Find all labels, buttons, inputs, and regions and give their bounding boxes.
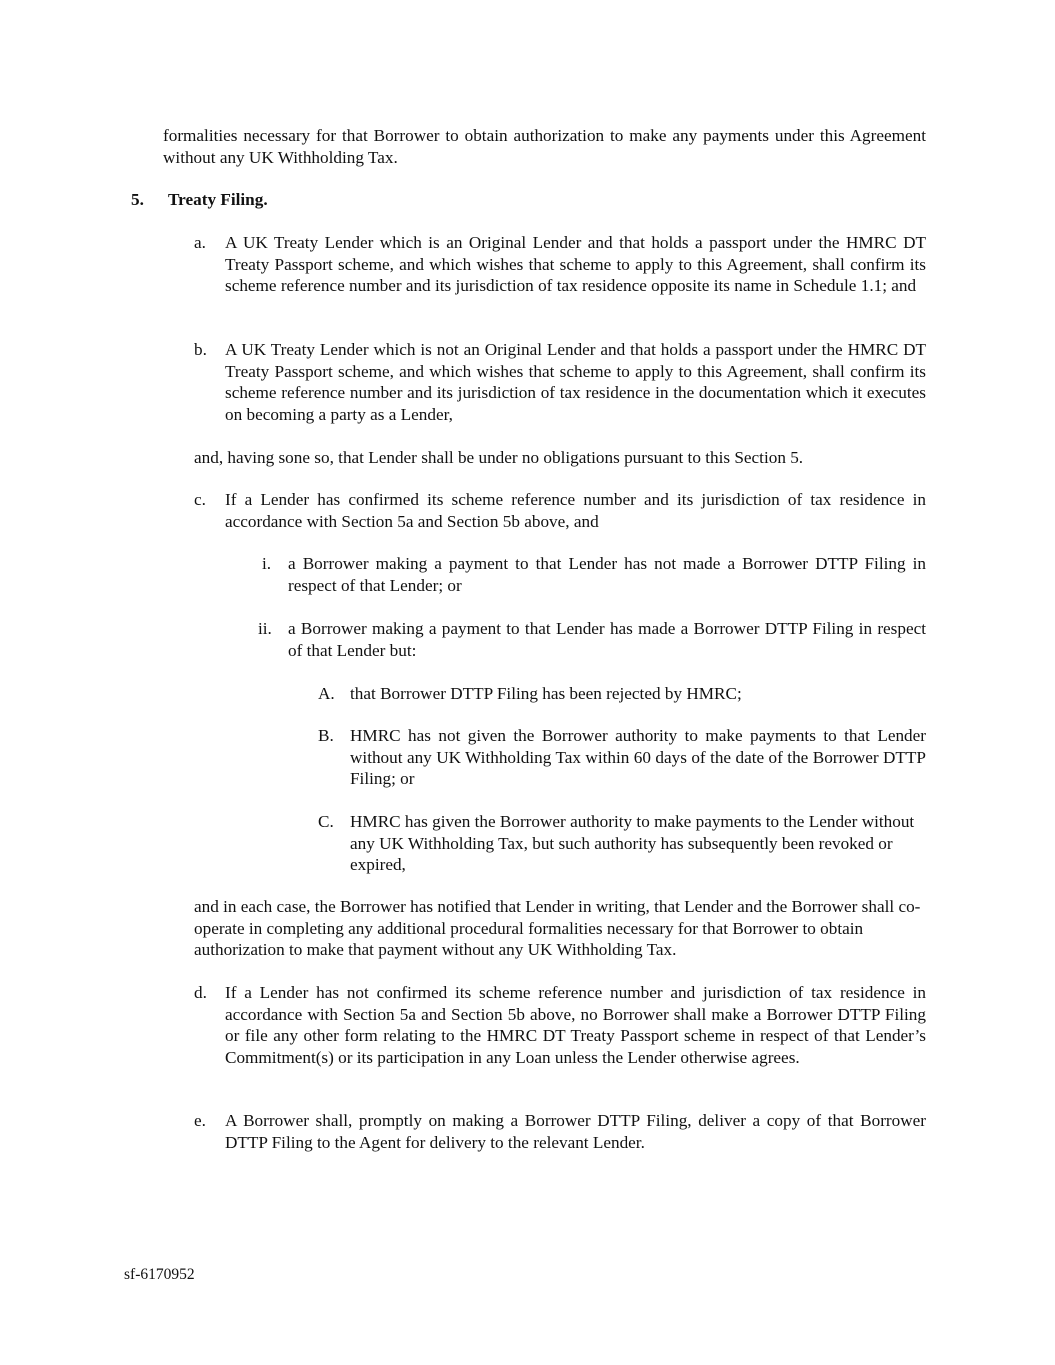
item-c-i-text: a Borrower making a payment to that Lender has not made a Borrower DTTP Filing in respect of that Lender; or [288, 554, 926, 595]
intro-paragraph: formalities necessary for that Borrower to obtain authorization to make any payments under this Agreement without any UK Withholding Tax. [163, 126, 926, 167]
item-e-label: e. [194, 1111, 206, 1130]
footer-doc-id: sf-6170952 [124, 1266, 195, 1283]
item-c-ii-a-label: A. [318, 684, 335, 703]
item-c-i-label: i. [262, 554, 272, 573]
section-title: Treaty Filing. [168, 190, 268, 209]
item-c-ii-a-text: that Borrower DTTP Filing has been rejected by HMRC; [350, 684, 742, 703]
item-c-ii-c-text: HMRC has given the Borrower authority to make payments to the Lender without any UK Withholding Tax, but such authority has subsequently been revoked or expired, [350, 812, 915, 875]
item-a-label: a. [194, 233, 206, 252]
item-c-ii-text: a Borrower making a payment to that Lender has made a Borrower DTTP Filing in respect of that Lender but: [288, 619, 926, 660]
item-c-text: If a Lender has confirmed its scheme reference number and its jurisdiction of tax residence in accordance with Section 5a and Section 5b above, and [225, 490, 926, 531]
item-b-label: b. [194, 340, 207, 359]
item-e-text: A Borrower shall, promptly on making a Borrower DTTP Filing, deliver a copy of that Borrower DTTP Filing to the Agent for delivery to the relevant Lender. [225, 1111, 926, 1152]
item-d-label: d. [194, 983, 207, 1002]
item-d-text: If a Lender has not confirmed its scheme reference number and jurisdiction of tax residence in accordance with Section 5a and Section 5b above, no Borrower shall make a Borrower DTTP Filing or file any other form relating to the HMRC DT Treaty Passport scheme in respect of that Lender’s Commitment(s) or its participation in any Loan unless the Lender otherwise agrees. [225, 983, 926, 1068]
item-c-label: c. [194, 490, 206, 509]
item-c-ii-label: ii. [258, 619, 272, 638]
after-c-paragraph: and in each case, the Borrower has notified that Lender in writing, that Lender and the Borrower shall co-operate in completing any additional procedural formalities necessary for that Borrower to obtain authorization to make that payment without any UK Withholding Tax. [194, 897, 921, 960]
item-a-text: A UK Treaty Lender which is an Original Lender and that holds a passport under the HMRC DT Treaty Passport scheme, and which wishes that scheme to apply to this Agreement, shall confirm its scheme reference number and its jurisdiction of tax residence opposite its name in Schedule 1.1; and [225, 233, 926, 296]
item-b-text: A UK Treaty Lender which is not an Original Lender and that holds a passport under the HMRC DT Treaty Passport scheme, and which wishes that scheme to apply to this Agreement, shall confirm its scheme reference number and its jurisdiction of tax residence in the documentation which it executes on becoming a party as a Lender, [225, 340, 926, 425]
after-b-paragraph: and, having sone so, that Lender shall be under no obligations pursuant to this Section 5. [194, 448, 804, 467]
section-number: 5. [131, 190, 144, 209]
item-c-ii-c-label: C. [318, 812, 334, 831]
item-c-ii-b-label: B. [318, 726, 334, 745]
item-c-ii-b-text: HMRC has not given the Borrower authority to make payments to that Lender without any UK Withholding Tax within 60 days of the date of the Borrower DTTP Filing; or [350, 726, 926, 789]
